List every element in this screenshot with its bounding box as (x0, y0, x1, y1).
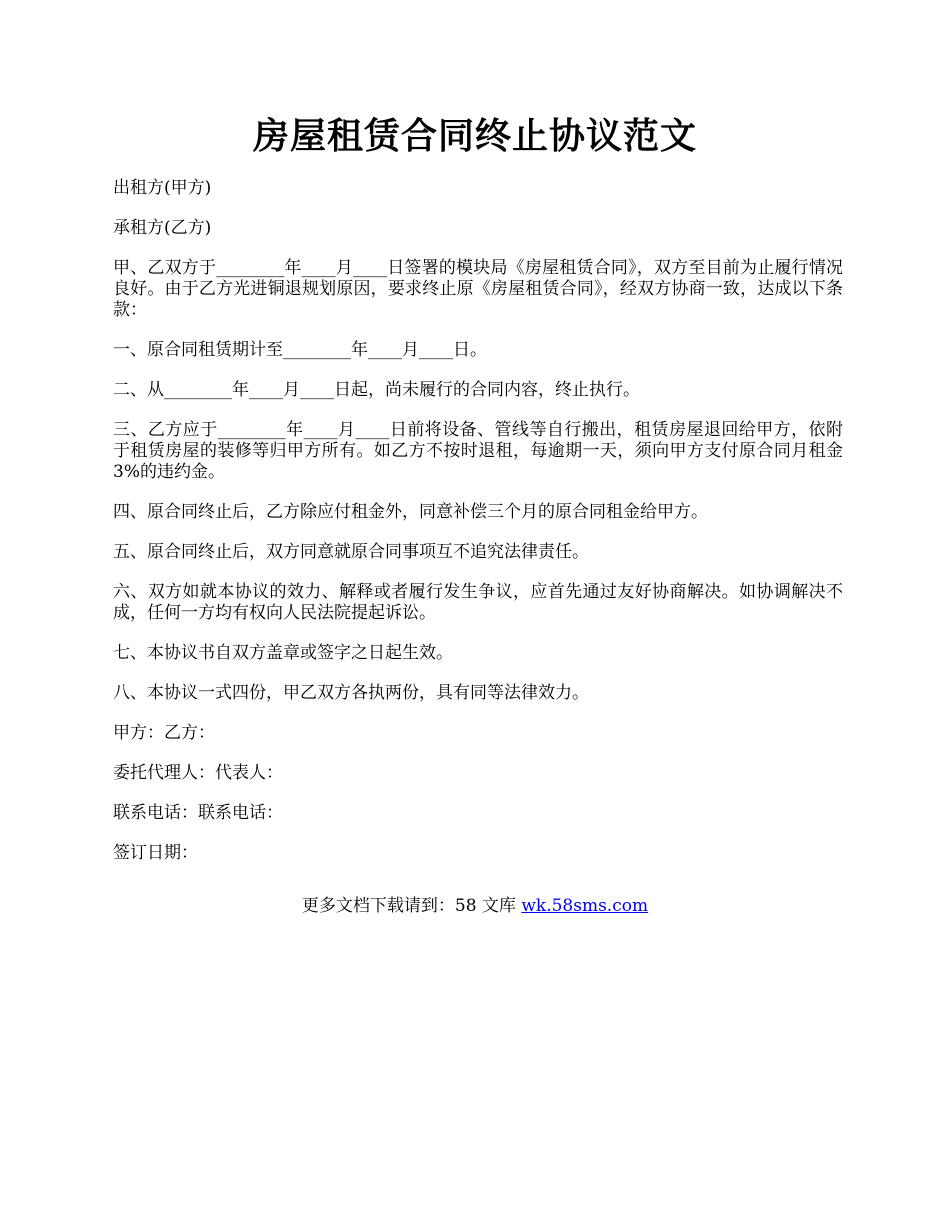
clause-5: 五、原合同终止后，双方同意就原合同事项互不追究法律责任。 (113, 542, 589, 562)
document-title: 房屋租赁合同终止协议范文 (252, 115, 697, 157)
clause-4: 四、原合同终止后，乙方除应付租金外，同意补偿三个月的原合同租金给甲方。 (113, 502, 708, 522)
party-b-line: 承租方(乙方) (113, 218, 212, 238)
signing-date-line: 签订日期： (113, 843, 198, 863)
clause-2: 二、从________年____月____日起，尚未履行的合同内容，终止执行。 (113, 380, 640, 400)
party-a-line: 出租方(甲方) (113, 178, 212, 198)
footer-text: 更多文档下载请到：58 文库 (301, 896, 522, 916)
signature-parties-line: 甲方：乙方： (113, 723, 215, 743)
clause-3: 三、乙方应于________年____月____日前将设备、管线等自行搬出，租赁房屋退回给甲方，依附于租赁房屋的装修等归甲方所有。如乙方不按时退租，每逾期一天，须向甲方支付原合同月租金3%的违约金。 (113, 420, 843, 482)
clause-7: 七、本协议书自双方盖章或签字之日起生效。 (113, 643, 453, 663)
intro-paragraph: 甲、乙双方于________年____月____日签署的模块局《房屋租赁合同》，双方至目前为止履行情况良好。由于乙方光进铜退规划原因，要求终止原《房屋租赁合同》，经双方协商一致，达成以下条款： (113, 258, 843, 320)
footer (0, 895, 950, 917)
clause-1: 一、原合同租赁期计至________年____月____日。 (113, 340, 487, 360)
clause-8: 八、本协议一式四份，甲乙双方各执两份，具有同等法律效力。 (113, 683, 589, 703)
agent-representative-line: 委托代理人：代表人： (113, 763, 283, 783)
clause-6: 六、双方如就本协议的效力、解释或者履行发生争议，应首先通过友好协商解决。如协调解决不成，任何一方均有权向人民法院提起诉讼。 (113, 582, 843, 623)
contact-phone-line: 联系电话：联系电话： (113, 803, 283, 823)
document-body (113, 178, 843, 883)
footer-link[interactable]: wk.58sms.com (521, 896, 649, 916)
